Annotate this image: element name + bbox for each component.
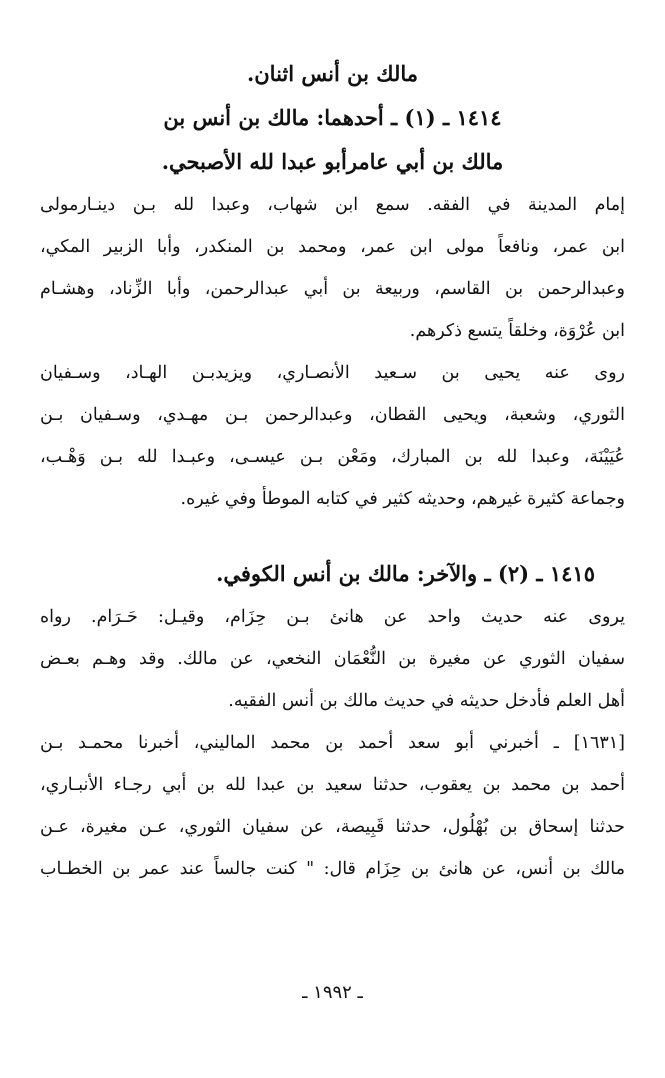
entry-1414-heading-line-2: مالك بن أبي عامرأبو عبدا لله الأصبحي. xyxy=(161,149,504,174)
text-line: ابن عمر، ونافعاً مولى ابن عمر، ومحمد بن المنكدر، وأبا الزبير المكي، xyxy=(40,237,625,257)
entry-1414-heading-line-1: ١٤١٤ ـ (١) ـ أحدهما: مالك بن أنس بن xyxy=(163,105,502,130)
entry-1414-paragraph-2 xyxy=(40,352,625,520)
entry-1415-paragraph-2 xyxy=(40,722,625,890)
page-title: مالك بن أنس اثنان. xyxy=(246,61,419,86)
text-line: أهل العلم فأدخل حديثه في حديث مالك بن أنس الفقيه. xyxy=(228,691,625,711)
section-spacer xyxy=(40,520,625,552)
text-line: أحمد بن محمد بن يعقوب، حدثنا سعيد بن عبدا لله بن أبي رجـاء الأنبـاري، xyxy=(40,775,625,795)
text-line: وعبدالرحمن بن القاسم، وربيعة بن أبي عبدالرحمن، وأبا الزِّناد، وهشـام xyxy=(40,279,625,299)
text-line: الثوري، وشعبة، ويحيى القطان، وعبدالرحمن بـن مهـدي، وسـفيان بـن xyxy=(40,405,625,425)
text-line: حدثنا إسحاق بن بُهْلُول، حدثنا قَبِيصة، عن سفيان الثوري، عـن مغيرة، عـن xyxy=(40,817,625,837)
entry-1415-heading: ١٤١٥ ـ (٢) ـ والآخر: مالك بن أنس الكوفي. xyxy=(216,561,595,586)
text-line: سفيان الثوري عن مغيرة بن النُّعْمَان النخعي، عن مالك. وقد وهـم بعـض xyxy=(40,649,625,669)
document-page xyxy=(40,48,625,1038)
text-line: إمام المدينة في الفقه. سمع ابن شهاب، وعبدا لله بـن دينـارمولى xyxy=(40,195,625,215)
text-line: عُيَيْنَة، وعبدا لله بن المبارك، ومَعْن بـن عيسـى، وعبـدا لله بـن وَهْـب، xyxy=(40,447,625,467)
text-line: مالك بن أنس، عن هانئ بن حِزَام قال: " كنت جالساً عند عمر بن الخطـاب xyxy=(40,859,625,879)
page-number: ـ ١٩٩٢ ـ xyxy=(302,982,363,1003)
text-line: [١٦٣١] ـ أخبرني أبو سعد أحمد بن محمد الماليني، أخبرنا محمـد بـن xyxy=(40,733,625,753)
entry-1415-paragraph-1 xyxy=(40,596,625,722)
entry-1414-paragraph-1 xyxy=(40,184,625,352)
text-line: ابن عُرْوَة، وخلقاً يتسع ذكرهم. xyxy=(409,321,625,341)
text-line: وجماعة كثيرة غيرهم، وحديثه كثير في كتابه الموطأ وفي غيره. xyxy=(180,489,625,509)
text-line: يروى عنه حديث واحد عن هانئ بـن حِزَام، وقيـل: حَـرَام. رواه xyxy=(40,607,625,627)
text-line: روى عنه يحيى بن سـعيد الأنصـاري، ويزيدبـن الهـاد، وسـفيان xyxy=(40,363,625,383)
